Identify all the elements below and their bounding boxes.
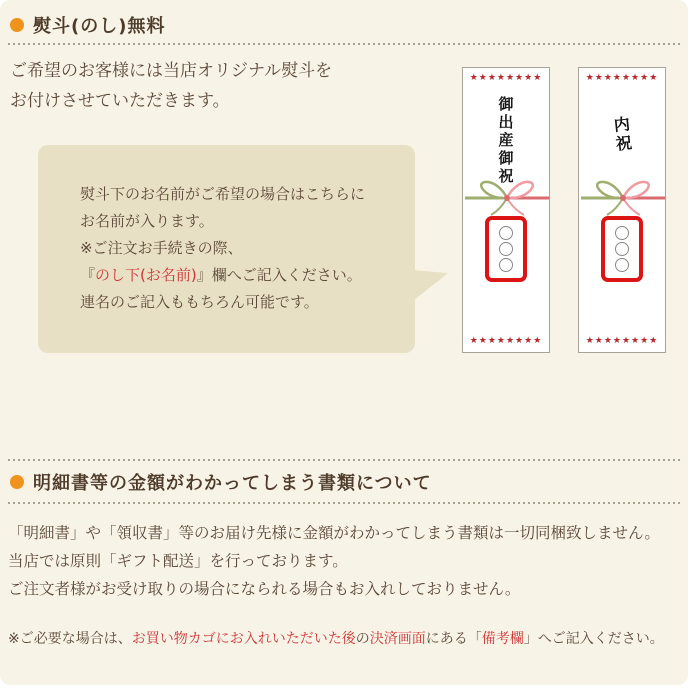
note-seg-5-remarks-field: 備考欄 — [481, 631, 524, 647]
bubble-line3: ※ご注文お手続きの際、 — [80, 239, 243, 257]
documents-line2: 当店では原則「ギフト配送」を行っております。 — [8, 552, 348, 570]
noshi-intro-text — [10, 56, 332, 116]
bubble-tail-pointer — [413, 270, 448, 301]
documents-line1: 「明細書」や「領収書」等のお届け先様に金額がわかってしまう書類は一切同梱致しません。 — [8, 524, 660, 542]
bubble-line5: 連名のご記入ももちろん可能です。 — [80, 293, 319, 311]
dotted-divider — [8, 43, 680, 45]
star-border-bottom: ★★★★★★★★ — [469, 336, 543, 346]
documents-heading-text: 明細書等の金額がわかってしまう書類について — [33, 473, 432, 494]
mizuhiki-bow-icon — [579, 174, 667, 218]
noshi-title-text: 御出産御祝 — [496, 96, 515, 186]
noshi-sample-uchiiwai — [578, 67, 666, 353]
red-seal-stamp-icon — [485, 216, 527, 282]
bubble-line1: 熨斗下のお名前がご希望の場合はこちらに — [80, 185, 366, 203]
documents-line3: ご注文者様がお受け取りの場合になられる場合もお入れしておりません。 — [8, 580, 521, 598]
stamp-circle-icon — [615, 226, 629, 240]
note-seg-4: にある「 — [425, 631, 482, 647]
stamp-circle-icon — [615, 258, 629, 272]
noshi-sample-shussan — [462, 67, 550, 353]
stamp-circle-icon — [499, 242, 513, 256]
dotted-divider — [8, 459, 680, 461]
noshi-section-heading — [10, 12, 165, 38]
orange-bullet-icon — [10, 475, 24, 489]
documents-body-text — [8, 519, 660, 603]
noshi-name-callout-bubble — [38, 145, 415, 353]
stamp-circle-icon — [499, 258, 513, 272]
bubble-line4-pre: 『 — [80, 266, 96, 284]
note-seg-3-checkout-screen: 決済画面 — [369, 631, 426, 647]
note-seg-0: ※ご必要な場合は、 — [8, 631, 132, 647]
noshi-title-text: 内祝 — [610, 115, 634, 155]
dotted-divider — [8, 502, 680, 504]
bubble-line4 — [80, 262, 415, 289]
mizuhiki-bow-icon — [463, 174, 551, 218]
noshi-intro-line2: お付けさせていただきます。 — [10, 91, 230, 111]
star-border-top: ★★★★★★★★ — [585, 73, 659, 83]
bubble-line4-post: 』欄へご記入ください。 — [196, 266, 362, 284]
star-border-bottom: ★★★★★★★★ — [585, 336, 659, 346]
documents-note-text — [8, 628, 664, 648]
stamp-circle-icon — [499, 226, 513, 240]
note-seg-6: 」へご記入ください。 — [523, 631, 664, 647]
note-seg-2: の — [355, 631, 370, 647]
documents-section-heading — [10, 469, 432, 495]
stamp-circle-icon — [615, 242, 629, 256]
orange-bullet-icon — [10, 18, 24, 32]
star-border-top: ★★★★★★★★ — [469, 73, 543, 83]
noshi-intro-line1: ご希望のお客様には当店オリジナル熨斗を — [10, 61, 333, 81]
noshi-heading-text: 熨斗(のし)無料 — [33, 16, 166, 37]
noshi-shita-field-name: のし下(お名前) — [95, 266, 197, 284]
note-seg-1-cart-timing: お買い物カゴにお入れいただいた後 — [131, 631, 356, 647]
bubble-line2: お名前が入ります。 — [80, 212, 214, 230]
red-seal-stamp-icon — [601, 216, 643, 282]
